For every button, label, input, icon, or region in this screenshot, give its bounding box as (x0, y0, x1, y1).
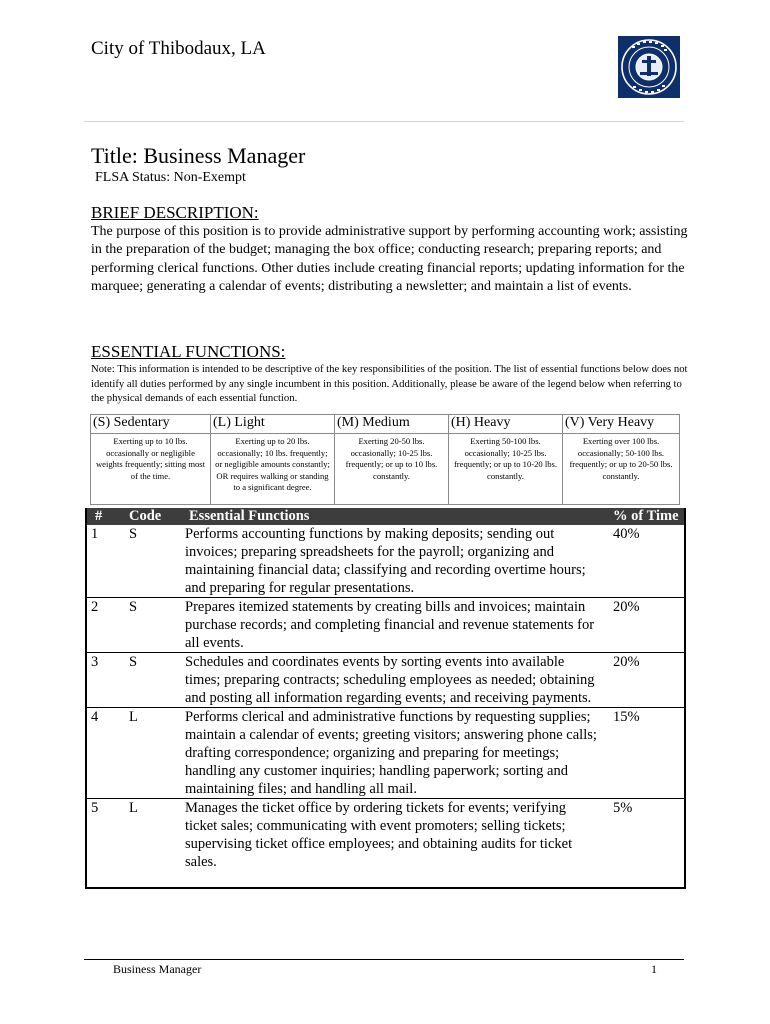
footer-document-title: Business Manager (113, 962, 202, 976)
header-percent-time: % of Time (600, 508, 686, 525)
row-number: 5 (85, 799, 129, 873)
essential-functions-note: Note: This information is intended to be descriptive of the key responsibilities of the position. The list of essential functions below does not identify all duties performed by any single incumbent in this position. Additionally, please be aware of the legend below when referring to the physical demands of each essential function. (91, 363, 688, 404)
table-row (85, 799, 686, 873)
legend-descriptions-row (91, 434, 680, 505)
row-function: Performs accounting functions by making deposits; sending out invoices; preparing spreadsheets for the payroll; organizing and maintaining financial data; classifying and recording overtime hours; and preparing for regular presentations. (185, 526, 586, 596)
footer-divider (84, 959, 684, 960)
footer-page-number: 1 (651, 962, 657, 976)
row-percent: 20% (600, 653, 686, 708)
row-code: S (129, 653, 185, 708)
legend-desc-sedentary: Exerting up to 10 lbs. occasionally or negligible weights frequently; sitting most of the time. (91, 434, 211, 505)
header-essential-functions: Essential Functions (185, 508, 600, 525)
table-border-bottom (85, 887, 686, 889)
table-header-row (85, 508, 686, 525)
legend-desc-medium: Exerting 20-50 lbs. occasionally; 10-25 lbs. frequently; or up to 10 lbs. constantly. (335, 434, 449, 505)
legend-desc-light: Exerting up to 20 lbs. occasionally; 10 lbs. frequently; or negligible amounts constantly; OR requires walking or standing to a significant degree. (211, 434, 335, 505)
legend-desc-very-heavy: Exerting over 100 lbs. occasionally; 50-100 lbs. frequently; or up to 20-50 lbs. constantly. (563, 434, 680, 505)
table-row (85, 708, 686, 799)
row-number: 1 (91, 526, 99, 542)
row-percent: 5% (600, 799, 686, 873)
row-number: 2 (85, 598, 129, 653)
header-code: Code (129, 508, 185, 525)
row-code: S (129, 526, 138, 542)
row-code: L (129, 708, 185, 799)
row-percent: 20% (600, 598, 686, 653)
row-code: S (129, 598, 185, 653)
row-number: 4 (85, 708, 129, 799)
brief-description-text: The purpose of this position is to provide administrative support by performing accounting work; assisting in the preparation of the budget; managing the box office; conducting research; preparing reports; and performing clerical functions. Other duties include creating financial reports; updating information for the marquee; generating a calendar of events; distributing a newsletter; and maintain a list of events. (91, 224, 688, 295)
row-number: 3 (85, 653, 129, 708)
row-function: Performs clerical and administrative functions by requesting supplies; maintain a calendar of events; greeting visitors; answering phone calls; drafting correspondence; organizing and preparing for meetings; handling any customer inquiries; handling paperwork; sorting and maintaining files; and handling all mail. (185, 708, 600, 799)
legend-labels-row (91, 415, 680, 434)
essential-functions-heading: ESSENTIAL FUNCTIONS: (91, 342, 286, 361)
table-border-right (684, 508, 686, 888)
legend-label-sedentary: (S) Sedentary (91, 415, 211, 434)
essential-functions-table (85, 508, 686, 872)
table-row (85, 598, 686, 653)
legend-label-very-heavy: (V) Very Heavy (563, 415, 680, 434)
header-divider (84, 121, 684, 122)
legend-desc-heavy: Exerting 50-100 lbs. occasionally; 10-25 lbs. frequently; or up to 10-20 lbs. constantly. (449, 434, 563, 505)
flsa-status: FLSA Status: Non-Exempt (95, 170, 246, 185)
row-function: Prepares itemized statements by creating bills and invoices; maintain purchase records; and completing financial and revenue statements for all events. (185, 598, 600, 653)
row-percent: 15% (600, 708, 686, 799)
city-seal-logo (618, 36, 680, 98)
row-function: Schedules and coordinates events by sorting events into available times; preparing contracts; scheduling employees as needed; obtaining and posting all information regarding events; and receiving payments. (185, 653, 600, 708)
physical-demand-legend (90, 414, 680, 505)
header-city: City of Thibodaux, LA (91, 38, 266, 59)
table-border-left (85, 508, 87, 888)
row-code: L (129, 799, 185, 873)
header-number: # (85, 508, 129, 525)
table-row (85, 525, 686, 598)
row-percent: 40% (613, 526, 640, 542)
legend-label-medium: (M) Medium (335, 415, 449, 434)
brief-description-heading: BRIEF DESCRIPTION: (91, 203, 259, 222)
row-function: Manages the ticket office by ordering tickets for events; verifying ticket sales; communicating with event promoters; selling tickets; supervising ticket office employees; and obtaining audits for ticket sales. (185, 799, 600, 873)
page-title: Title: Business Manager (91, 143, 306, 168)
table-row (85, 653, 686, 708)
legend-label-heavy: (H) Heavy (449, 415, 563, 434)
legend-label-light: (L) Light (211, 415, 335, 434)
